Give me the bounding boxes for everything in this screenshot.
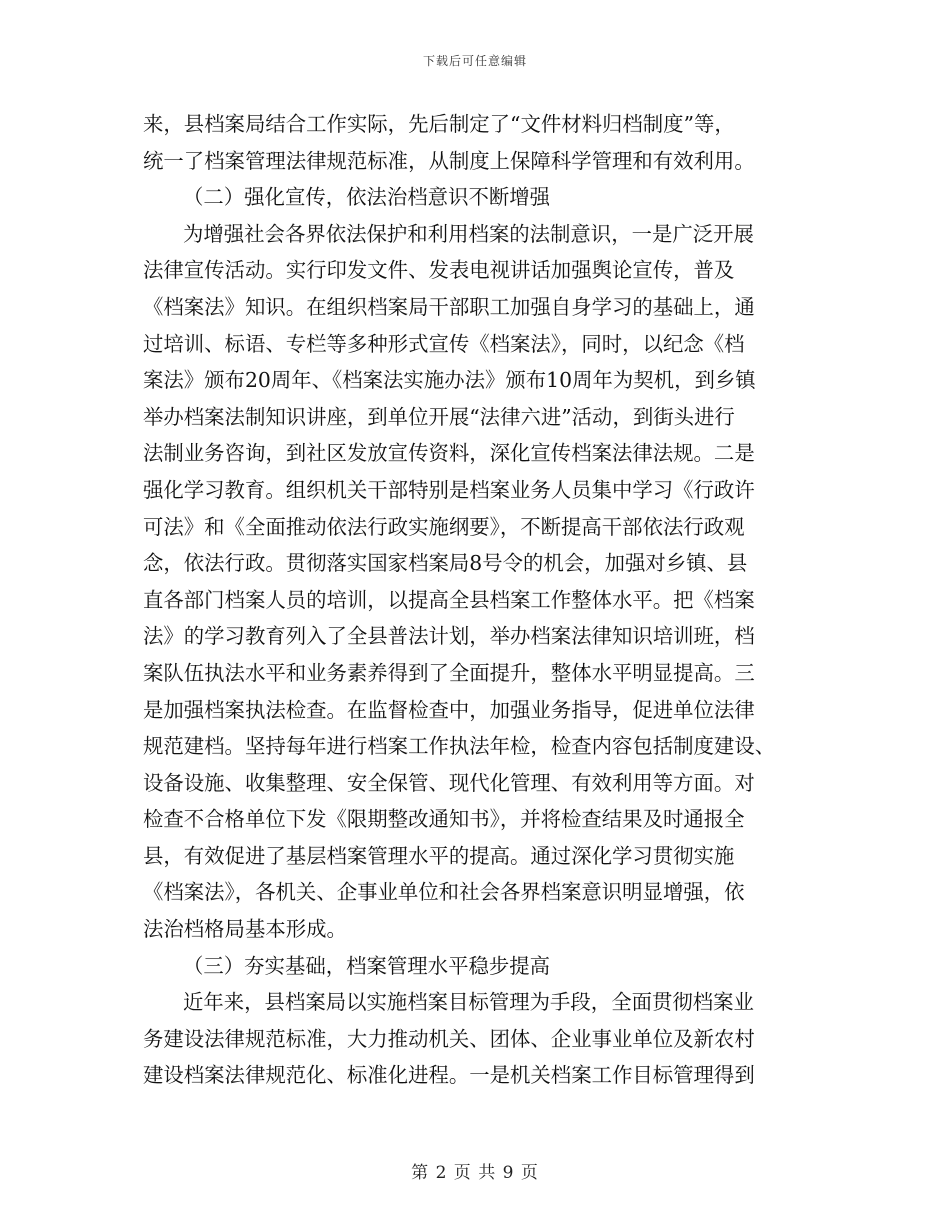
body-line: 《档案法》知识。在组织档案局干部职工加强自身学习的基础上，通 — [143, 294, 755, 319]
body-line: 《档案法》，各机关、企事业单位和社会各界档案意识明显增强，依 — [143, 880, 745, 905]
paragraph-start-line: 近年来，县档案局以实施档案目标管理为手段，全面贯彻档案业 — [183, 990, 754, 1015]
body-line: 检查不合格单位下发《限期整改通知书》，并将检查结果及时通报全 — [143, 807, 745, 832]
section-heading: （二）强化宣传，依法治档意识不断增强 — [183, 185, 551, 210]
body-line: 直各部门档案人员的培训，以提高全县档案工作整体水平。把《档案 — [143, 587, 755, 612]
body-line: 法制业务咨询，到社区发放宣传资料，深化宣传档案法律法规。二是 — [143, 441, 755, 466]
body-line: 设备设施、收集整理、安全保管、现代化管理、有效利用等方面。对 — [143, 770, 755, 795]
body-line: 务建设法律规范标准，大力推动机关、团体、企业事业单位及新农村 — [143, 1026, 755, 1051]
body-line: 县，有效促进了基层档案管理水平的提高。通过深化学习贯彻实施 — [143, 843, 735, 868]
body-line: 法律宣传活动。实行印发文件、发表电视讲话加强舆论宣传，普及 — [143, 258, 735, 283]
page-footer: 第 2 页 共 9 页 — [411, 1163, 539, 1183]
body-line: 案队伍执法水平和业务素养得到了全面提升，整体水平明显提高。三 — [143, 660, 755, 685]
paragraph-start-line: 为增强社会各界依法保护和利用档案的法制意识，一是广泛开展 — [183, 221, 754, 246]
body-line: 是加强档案执法检查。在监督检查中，加强业务指导，促进单位法律 — [143, 697, 755, 722]
body-line: 举办档案法制知识讲座，到单位开展“法律六进”活动，到街头进行 — [143, 404, 735, 429]
section-heading: （三）夯实基础，档案管理水平稳步提高 — [183, 953, 551, 978]
body-line: 法》的学习教育列入了全县普法计划，举办档案法律知识培训班，档 — [143, 624, 755, 649]
body-line: 念，依法行政。贯彻落实国家档案局8号令的机会，加强对乡镇、县 — [143, 551, 748, 576]
body-line: 案法》颁布20周年、《档案法实施办法》颁布10周年为契机，到乡镇 — [143, 368, 756, 393]
body-line: 统一了档案管理法律规范标准，从制度上保障科学管理和有效利用。 — [143, 148, 755, 173]
body-line: 建设档案法律规范化、标准化进程。一是机关档案工作目标管理得到 — [143, 1063, 755, 1088]
document-body — [143, 106, 811, 1094]
body-line: 法治档格局基本形成。 — [143, 917, 347, 942]
body-line: 过培训、标语、专栏等多种形式宣传《档案法》，同时，以纪念《档 — [143, 331, 745, 356]
body-line: 来，县档案局结合工作实际，先后制定了“文件材料归档制度”等， — [143, 112, 735, 136]
header-note: 下载后可任意编辑 — [422, 54, 527, 68]
body-line: 规范建档。坚持每年进行档案工作执法年检，检查内容包括制度建设、 — [143, 734, 776, 759]
body-line: 可法》和《全面推动依法行政实施纲要》，不断提高干部依法行政观 — [143, 514, 745, 539]
body-line: 强化学习教育。组织机关干部特别是档案业务人员集中学习《行政许 — [143, 477, 755, 502]
